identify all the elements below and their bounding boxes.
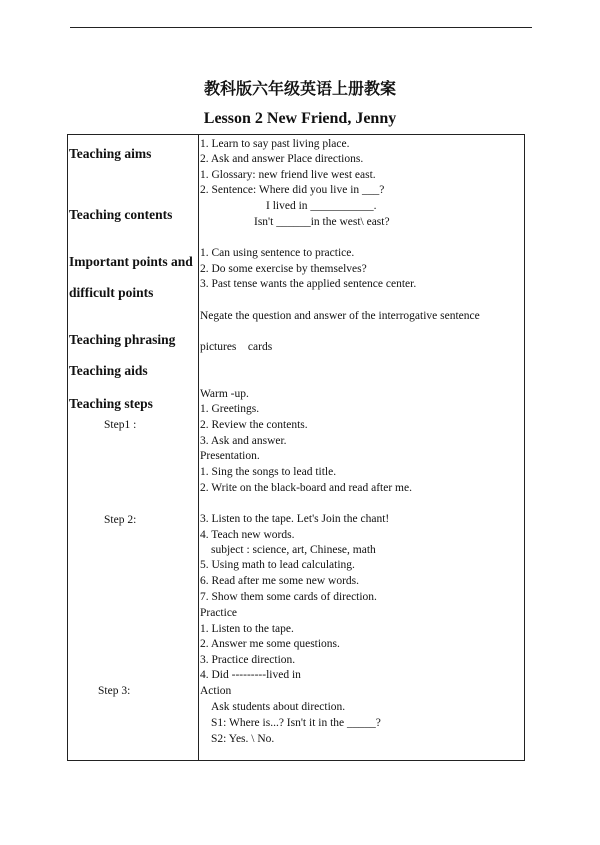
label-important-points: Important points and	[69, 254, 193, 269]
contents-line-3: I lived in ___________.	[266, 200, 377, 212]
document-title-chinese: 教科版六年级英语上册教案	[203, 79, 396, 98]
points-line-3: 3. Past tense wants the applied sentence center.	[200, 278, 417, 290]
step-line-listen-tape: 1. Listen to the tape.	[200, 623, 294, 635]
step-line-subjects: subject : science, art, Chinese, math	[211, 544, 376, 556]
step-1-label: Step1 :	[104, 419, 137, 431]
header-rule	[70, 27, 532, 28]
step-line-practice: Practice	[200, 607, 238, 619]
step-line-math: 5. Using math to lead calculating.	[200, 559, 355, 571]
aims-line-2: 2. Ask and answer Place directions.	[200, 153, 364, 165]
step-line-s1: S1: Where is...? Isn't it in the _____?	[211, 717, 381, 729]
label-teaching-aids: Teaching aids	[69, 363, 148, 378]
label-difficult-points: difficult points	[69, 285, 154, 300]
contents-line-1: 1. Glossary: new friend live west east.	[200, 169, 376, 181]
step-line-warm-up: Warm -up.	[200, 388, 249, 400]
lesson-plan-table	[67, 134, 525, 761]
column-divider	[198, 135, 199, 760]
step-line-ask-answer: 3. Ask and answer.	[200, 435, 287, 447]
label-teaching-aims: Teaching aims	[69, 146, 152, 161]
step-line-show-cards: 7. Show them some cards of direction.	[200, 591, 377, 603]
step-line-greetings: 1. Greetings.	[200, 403, 260, 415]
step-line-read-after: 6. Read after me some new words.	[200, 575, 360, 587]
label-teaching-contents: Teaching contents	[69, 207, 173, 222]
contents-line-4: Isn't ______in the west\ east?	[254, 216, 390, 228]
step-line-presentation: Presentation.	[200, 450, 260, 462]
phrasing-text: Negate the question and answer of the interrogative sentence	[200, 310, 480, 322]
step-line-direction: 3. Practice direction.	[200, 654, 296, 666]
label-teaching-phrasing: Teaching phrasing	[69, 332, 176, 347]
step-line-did-lived: 4. Did ---------lived in	[200, 669, 301, 681]
step-line-questions: 2. Answer me some questions.	[200, 638, 340, 650]
step-line-ask-students: Ask students about direction.	[211, 701, 346, 713]
lesson-title: Lesson 2 New Friend, Jenny	[203, 110, 397, 127]
step-line-s2: S2: Yes. \ No.	[211, 733, 275, 745]
label-teaching-steps: Teaching steps	[69, 396, 153, 411]
points-line-2: 2. Do some exercise by themselves?	[200, 263, 367, 275]
aims-line-1: 1. Learn to say past living place.	[200, 138, 350, 150]
aids-text: pictures cards	[200, 341, 273, 353]
contents-line-2: 2. Sentence: Where did you live in ___?	[200, 184, 385, 196]
step-3-label: Step 3:	[98, 685, 131, 697]
step-line-sing: 1. Sing the songs to lead title.	[200, 466, 337, 478]
step-line-listen-chant: 3. Listen to the tape. Let's Join the chant!	[200, 513, 390, 525]
step-line-teach-words: 4. Teach new words.	[200, 529, 295, 541]
step-line-review: 2. Review the contents.	[200, 419, 308, 431]
step-line-action: Action	[200, 685, 232, 697]
step-line-write: 2. Write on the black-board and read after me.	[200, 482, 412, 494]
points-line-1: 1. Can using sentence to practice.	[200, 247, 355, 259]
step-2-label: Step 2:	[104, 514, 137, 526]
